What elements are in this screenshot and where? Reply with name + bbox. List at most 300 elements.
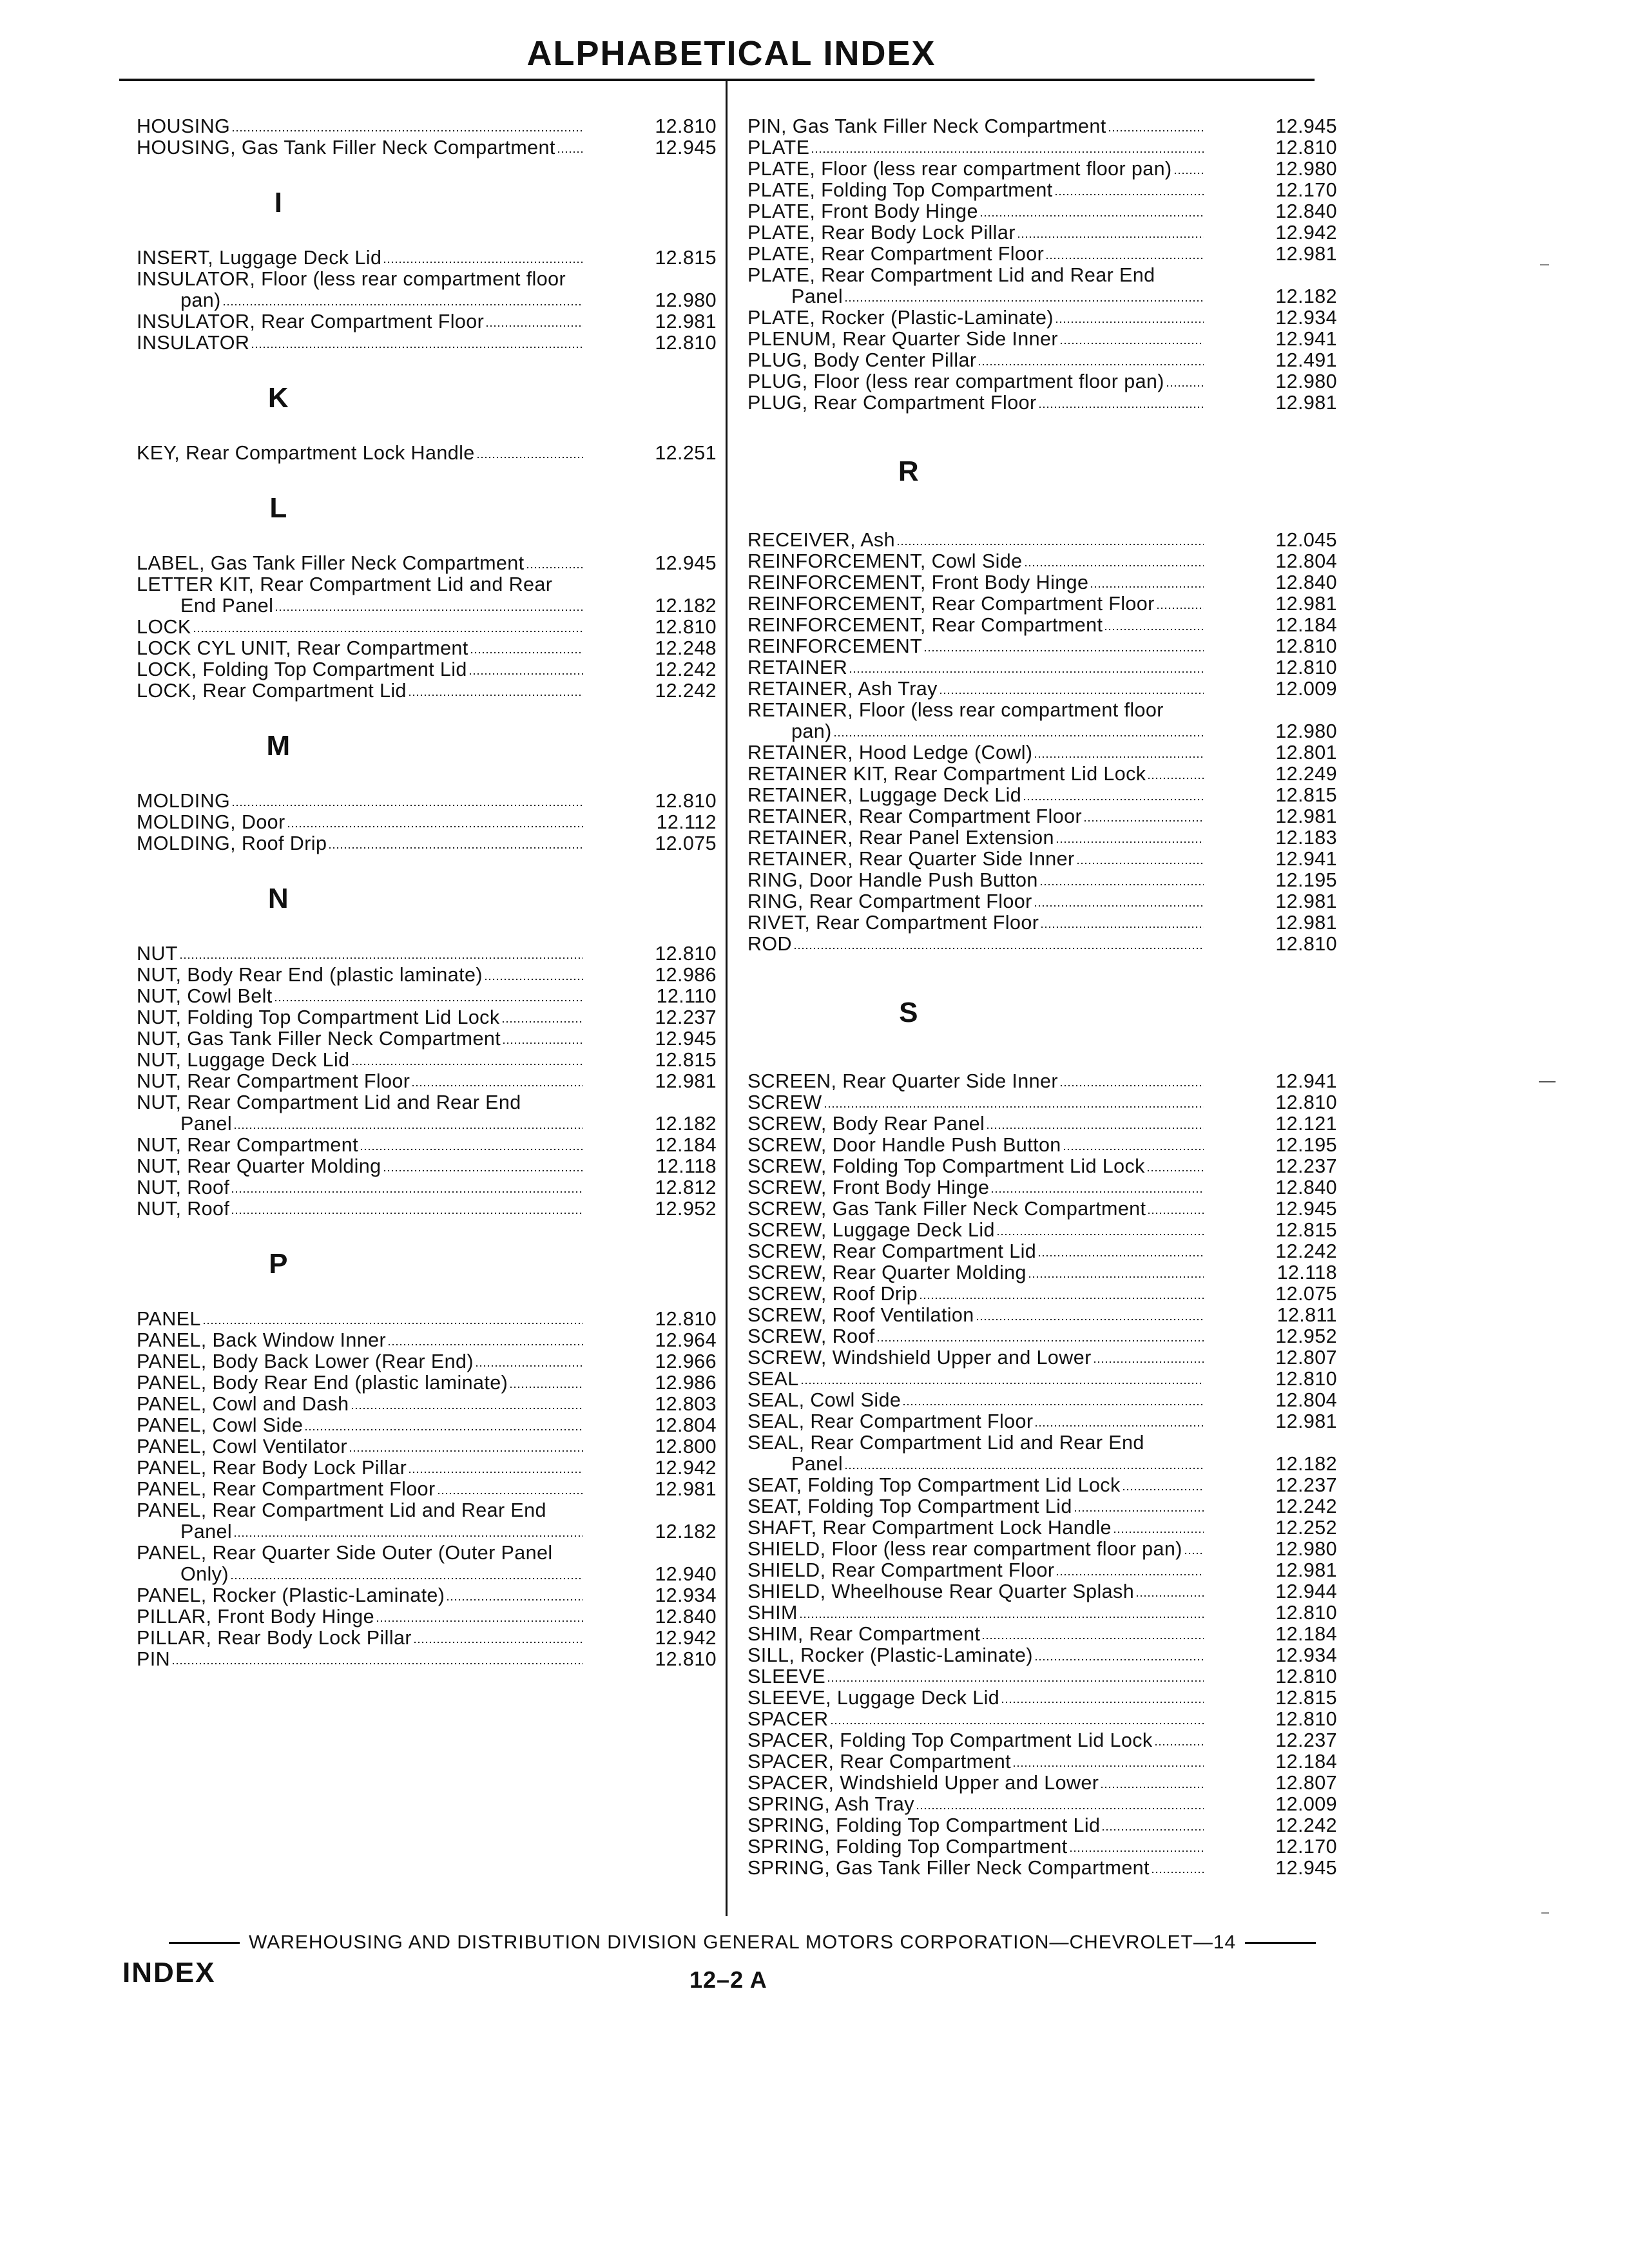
dot-leader xyxy=(526,566,583,569)
entry-name: Only) xyxy=(180,1563,229,1585)
leader-area xyxy=(1099,1786,1253,1794)
index-entry xyxy=(747,1836,1337,1858)
dot-leader xyxy=(1154,1744,1204,1746)
dot-leader xyxy=(408,1471,583,1474)
dot-leader xyxy=(793,947,1204,950)
entry-name: PANEL, Rear Compartment Lid and Rear End xyxy=(137,1499,546,1521)
index-entry xyxy=(747,1539,1337,1560)
index-entry xyxy=(137,1394,717,1415)
page-reference: 12.815 xyxy=(1275,1687,1337,1709)
dot-leader xyxy=(1147,1212,1204,1215)
leader-area xyxy=(974,1318,1253,1326)
index-entry xyxy=(747,371,1337,392)
entry-name: PILLAR, Rear Body Lock Pillar xyxy=(137,1627,412,1649)
dot-leader xyxy=(1063,1148,1204,1151)
dot-leader xyxy=(986,1127,1204,1129)
dot-leader xyxy=(437,1492,583,1495)
dot-leader xyxy=(222,303,583,306)
index-entry xyxy=(747,806,1337,827)
page-reference: 12.810 xyxy=(1275,657,1337,678)
leader-area xyxy=(792,947,1253,955)
section-letter: K xyxy=(267,382,289,414)
entry-name: LOCK, Rear Compartment Lid xyxy=(137,680,407,702)
dot-leader xyxy=(376,1620,583,1622)
dot-leader xyxy=(231,1191,583,1193)
page-reference: 12.810 xyxy=(655,1648,717,1670)
leader-area xyxy=(412,1641,633,1649)
index-entry xyxy=(747,116,1337,137)
index-entry xyxy=(747,1815,1337,1836)
leader-area xyxy=(922,649,1253,657)
dot-leader xyxy=(233,1127,583,1129)
index-entry xyxy=(137,812,717,833)
index-entry xyxy=(747,551,1337,572)
index-entry xyxy=(137,1500,717,1521)
page-reference: 12.815 xyxy=(655,247,717,269)
entry-name: LOCK, Folding Top Compartment Lid xyxy=(137,658,467,680)
page-reference: 12.934 xyxy=(655,1584,717,1606)
page-reference: 12.182 xyxy=(1275,285,1337,307)
entry-name: SHIELD, Wheelhouse Rear Quarter Splash xyxy=(747,1581,1135,1602)
page-reference: 12.981 xyxy=(1275,392,1337,414)
entry-name: REINFORCEMENT, Rear Compartment xyxy=(747,614,1103,636)
entry-name: Panel xyxy=(791,285,843,307)
entry-name: SHIM, Rear Compartment xyxy=(747,1623,981,1645)
index-entry xyxy=(747,1369,1337,1390)
index-entry xyxy=(137,1351,717,1372)
dot-leader xyxy=(1069,1850,1204,1852)
dot-leader xyxy=(824,1106,1204,1108)
entry-name: NUT, Roof xyxy=(137,1198,230,1220)
leader-area xyxy=(1121,1488,1253,1496)
entry-name: pan) xyxy=(791,720,832,742)
page-reference: 12.242 xyxy=(1275,1495,1337,1517)
dot-leader xyxy=(475,1365,583,1367)
index-entry xyxy=(747,1773,1337,1794)
entry-name: SCREW, Roof Ventilation xyxy=(747,1304,974,1326)
dot-leader xyxy=(476,456,583,459)
dot-leader xyxy=(1040,926,1204,928)
entry-name: PANEL, Rear Body Lock Pillar xyxy=(137,1457,407,1479)
entry-name: RIVET, Rear Compartment Floor xyxy=(747,912,1039,934)
index-entry xyxy=(137,1521,717,1542)
entry-name: PLATE, Rocker (Plastic-Laminate) xyxy=(747,307,1054,329)
entry-name: SEAT, Folding Top Compartment Lid Lock xyxy=(747,1474,1121,1496)
index-entry xyxy=(137,269,717,290)
index-entry xyxy=(137,1028,717,1050)
dot-leader xyxy=(1055,321,1204,323)
entry-name: SEAL xyxy=(747,1368,799,1390)
index-entry xyxy=(747,721,1337,742)
entry-name: SPACER, Rear Compartment xyxy=(747,1751,1012,1773)
section-letter: N xyxy=(267,883,289,914)
page-reference: 12.840 xyxy=(1275,1177,1337,1198)
entry-name: PANEL xyxy=(137,1308,201,1330)
index-entry xyxy=(747,1581,1337,1602)
page-reference: 12.195 xyxy=(1275,869,1337,891)
entry-name: MOLDING, Door xyxy=(137,811,285,833)
dot-leader xyxy=(1076,862,1204,865)
leader-area xyxy=(1075,862,1253,870)
index-entry xyxy=(747,785,1337,806)
leader-area xyxy=(500,1021,633,1028)
page-reference: 12.942 xyxy=(1275,222,1337,244)
index-entry xyxy=(137,1649,717,1670)
page-reference: 12.945 xyxy=(1275,115,1337,137)
dot-leader xyxy=(1034,1658,1204,1661)
leader-area xyxy=(467,673,633,680)
section-letter: I xyxy=(274,187,283,218)
page-reference: 12.981 xyxy=(1275,593,1337,615)
page-reference: 12.252 xyxy=(1275,1517,1337,1539)
page-reference: 12.182 xyxy=(655,1113,717,1135)
index-entry xyxy=(137,1177,717,1198)
dot-leader xyxy=(1028,1276,1204,1278)
page-reference: 12.986 xyxy=(655,1372,717,1394)
entry-name: NUT, Luggage Deck Lid xyxy=(137,1049,350,1071)
leader-area xyxy=(229,1212,633,1220)
page-reference: 12.195 xyxy=(1275,1134,1337,1156)
page-reference: 12.981 xyxy=(1275,912,1337,934)
entry-name: PLATE, Floor (less rear compartment floor pan) xyxy=(747,158,1172,180)
entry-name: SEAL, Rear Compartment Floor xyxy=(747,1410,1034,1432)
entry-name: RING, Door Handle Push Button xyxy=(747,869,1038,891)
leader-area xyxy=(1150,1871,1253,1879)
entry-name: LETTER KIT, Rear Compartment Lid and Rear xyxy=(137,573,553,595)
index-entry xyxy=(137,1606,717,1628)
left-index-column xyxy=(137,116,717,1670)
index-entry xyxy=(137,1198,717,1220)
entry-name: PLATE xyxy=(747,137,810,159)
index-entry xyxy=(747,1220,1337,1241)
index-entry xyxy=(747,1687,1337,1709)
index-entry xyxy=(137,574,717,595)
dot-leader xyxy=(231,1212,583,1215)
entry-name: End Panel xyxy=(180,595,274,617)
entry-name: PANEL, Back Window Inner xyxy=(137,1329,387,1351)
index-entry xyxy=(747,700,1337,721)
index-entry xyxy=(137,1071,717,1092)
index-entry xyxy=(747,891,1337,912)
dot-leader xyxy=(844,300,1204,302)
leader-area xyxy=(1054,841,1253,849)
index-entry xyxy=(137,659,717,680)
leader-area xyxy=(229,1191,633,1198)
index-entry xyxy=(747,615,1337,636)
page-reference: 12.966 xyxy=(655,1350,717,1372)
footer-dash-right xyxy=(1245,1942,1316,1944)
index-entry xyxy=(747,827,1337,849)
index-entry xyxy=(747,1560,1337,1581)
index-entry xyxy=(137,638,717,659)
entry-name: Panel xyxy=(791,1453,843,1475)
index-entry xyxy=(747,1496,1337,1517)
index-entry xyxy=(137,1372,717,1394)
index-entry xyxy=(747,572,1337,593)
leader-area xyxy=(1106,130,1253,137)
leader-area xyxy=(1182,1552,1253,1560)
page-reference: 12.810 xyxy=(1275,1602,1337,1624)
index-entry xyxy=(137,1628,717,1649)
entry-name: SEAL, Rear Compartment Lid and Rear End xyxy=(747,1432,1144,1454)
entry-name: SPRING, Ash Tray xyxy=(747,1793,914,1815)
title-rule xyxy=(119,79,1315,81)
index-entry xyxy=(747,742,1337,764)
dot-leader xyxy=(193,630,583,633)
index-entry xyxy=(747,244,1337,265)
index-entry xyxy=(747,1305,1337,1326)
entry-name: SPRING, Gas Tank Filler Neck Compartment xyxy=(747,1857,1150,1879)
entry-name: PLENUM, Rear Quarter Side Inner xyxy=(747,328,1058,350)
page-reference: 12.981 xyxy=(655,1070,717,1092)
index-entry xyxy=(747,1347,1337,1369)
leader-area xyxy=(1033,1658,1253,1666)
leader-area xyxy=(1036,1254,1253,1262)
section-letter: M xyxy=(266,730,291,762)
page-reference: 12.121 xyxy=(1275,1113,1337,1135)
entry-name: SCREW, Rear Compartment Lid xyxy=(747,1240,1037,1262)
page-reference: 12.112 xyxy=(656,811,717,833)
index-entry xyxy=(747,1326,1337,1347)
index-entry xyxy=(747,1071,1337,1092)
section-letter: S xyxy=(899,997,918,1028)
page-reference: 12.810 xyxy=(1275,137,1337,159)
entry-name: INSULATOR xyxy=(137,332,250,354)
page-reference: 12.804 xyxy=(1275,550,1337,572)
leader-area xyxy=(1053,193,1253,201)
dot-leader xyxy=(1055,841,1204,843)
page-reference: 12.952 xyxy=(1275,1325,1337,1347)
index-entry xyxy=(747,159,1337,180)
dot-leader xyxy=(502,1042,583,1044)
page-reference: 12.980 xyxy=(1275,1538,1337,1560)
page-reference: 12.812 xyxy=(655,1177,717,1198)
dot-leader xyxy=(1104,628,1204,631)
dot-leader xyxy=(916,1807,1204,1810)
index-entry xyxy=(137,1457,717,1479)
entry-name: SCREW, Luggage Deck Lid xyxy=(747,1219,995,1241)
leader-area xyxy=(1058,1084,1253,1092)
index-entry xyxy=(747,1241,1337,1262)
dot-leader xyxy=(1100,1786,1204,1789)
entry-name: PLUG, Floor (less rear compartment floor pan) xyxy=(747,370,1164,392)
dot-leader xyxy=(383,1169,583,1172)
entry-name: PILLAR, Front Body Hinge xyxy=(137,1606,375,1628)
index-entry xyxy=(747,636,1337,657)
page-reference: 12.249 xyxy=(1275,763,1337,785)
index-entry xyxy=(137,290,717,311)
index-entry xyxy=(747,1198,1337,1220)
index-entry xyxy=(137,116,717,137)
page-reference: 12.942 xyxy=(655,1457,717,1479)
leader-area xyxy=(249,346,633,354)
index-entry xyxy=(747,1602,1337,1624)
entry-name: SCREW, Door Handle Push Button xyxy=(747,1134,1061,1156)
scan-mark xyxy=(1541,1912,1549,1914)
index-entry xyxy=(137,1436,717,1457)
entry-name: NUT xyxy=(137,943,178,965)
index-entry xyxy=(747,1411,1337,1432)
index-entry xyxy=(747,657,1337,678)
index-entry xyxy=(137,1156,717,1177)
page-reference: 12.810 xyxy=(1275,1666,1337,1687)
leader-area xyxy=(1164,385,1253,392)
entry-name: PANEL, Cowl Ventilator xyxy=(137,1436,347,1457)
index-entry xyxy=(747,530,1337,551)
dot-leader xyxy=(349,1450,583,1452)
leader-area xyxy=(1153,1744,1253,1751)
leader-area xyxy=(327,847,633,854)
page-reference: 12.183 xyxy=(1275,827,1337,849)
leader-area xyxy=(1054,321,1253,329)
dot-leader xyxy=(799,1616,1204,1619)
page-reference: 12.945 xyxy=(655,1028,717,1050)
footer-text: WAREHOUSING AND DISTRIBUTION DIVISION GENERAL MOTORS CORPORATION—CHEVROLET—14 xyxy=(249,1932,1237,1953)
leader-area xyxy=(1027,1276,1253,1283)
entry-name: SPACER, Windshield Upper and Lower xyxy=(747,1772,1099,1794)
index-entry xyxy=(747,1262,1337,1283)
entry-name: PLATE, Rear Body Lock Pillar xyxy=(747,222,1016,244)
index-entry xyxy=(747,1730,1337,1751)
page-reference: 12.810 xyxy=(1275,933,1337,955)
page-reference: 12.182 xyxy=(655,595,717,617)
index-entry xyxy=(137,1330,717,1351)
entry-name: SCREW, Folding Top Compartment Lid Lock xyxy=(747,1155,1145,1177)
index-entry xyxy=(747,1858,1337,1879)
right-index-column xyxy=(747,116,1337,1879)
entry-name: NUT, Cowl Belt xyxy=(137,985,273,1007)
page-reference: 12.981 xyxy=(1275,243,1337,265)
entry-name: REINFORCEMENT, Front Body Hinge xyxy=(747,572,1089,593)
entry-name: PLUG, Body Center Pillar xyxy=(747,349,977,371)
page-reference: 12.810 xyxy=(1275,1708,1337,1730)
leader-area xyxy=(1145,1169,1253,1177)
entry-name: SLEEVE xyxy=(747,1666,826,1687)
leader-area xyxy=(358,1148,633,1156)
index-entry xyxy=(747,329,1337,350)
index-entry xyxy=(747,201,1337,222)
dot-leader xyxy=(1151,1871,1204,1874)
entry-name: SCREW, Body Rear Panel xyxy=(747,1113,985,1135)
index-entry xyxy=(137,680,717,702)
dot-leader xyxy=(1166,385,1204,387)
index-entry xyxy=(747,265,1337,286)
leader-area xyxy=(374,1620,633,1628)
page-title: ALPHABETICAL INDEX xyxy=(526,34,936,73)
entry-name: PANEL, Body Rear End (plastic laminate) xyxy=(137,1372,508,1394)
dot-leader xyxy=(413,1641,583,1644)
page-reference: 12.815 xyxy=(1275,1219,1337,1241)
leader-area xyxy=(1038,883,1253,891)
leader-area xyxy=(273,609,633,617)
dot-leader xyxy=(876,1340,1204,1342)
index-entry xyxy=(137,1479,717,1500)
index-entry xyxy=(747,137,1337,159)
leader-area xyxy=(303,1428,633,1436)
entry-name: RETAINER, Luggage Deck Lid xyxy=(747,784,1022,806)
entry-name: PANEL, Rear Compartment Floor xyxy=(137,1478,436,1500)
entry-name: SCREW xyxy=(747,1091,822,1113)
dot-leader xyxy=(1024,564,1204,567)
index-entry xyxy=(747,350,1337,371)
index-entry xyxy=(747,1624,1337,1645)
dot-leader xyxy=(287,825,583,828)
dot-leader xyxy=(896,543,1204,546)
dot-leader xyxy=(1055,1573,1204,1576)
index-entry xyxy=(747,1390,1337,1411)
leader-area xyxy=(483,978,633,986)
entry-name: LOCK xyxy=(137,616,191,638)
index-entry xyxy=(137,1007,717,1028)
page-reference: 12.801 xyxy=(1275,742,1337,764)
index-entry xyxy=(747,593,1337,615)
page-reference: 12.934 xyxy=(1275,307,1337,329)
leader-area xyxy=(1155,607,1253,615)
dot-leader xyxy=(351,1063,583,1066)
leader-area xyxy=(1146,1212,1253,1220)
footer-dash-left xyxy=(169,1942,240,1944)
dot-leader xyxy=(976,1318,1204,1321)
page-reference: 12.807 xyxy=(1275,1772,1337,1794)
index-entry xyxy=(747,1432,1337,1454)
entry-name: LABEL, Gas Tank Filler Neck Compartment xyxy=(137,552,525,574)
page-reference: 12.944 xyxy=(1275,1581,1337,1602)
dot-leader xyxy=(1045,257,1204,260)
index-entry xyxy=(137,1564,717,1585)
index-entry xyxy=(747,307,1337,329)
index-entry xyxy=(137,833,717,854)
entry-name: MOLDING, Roof Drip xyxy=(137,832,327,854)
entry-name: SHIELD, Floor (less rear compartment floor pan) xyxy=(747,1538,1182,1560)
dot-leader xyxy=(171,1662,583,1665)
entry-name: RETAINER, Hood Ledge (Cowl) xyxy=(747,742,1033,764)
index-entry xyxy=(137,617,717,638)
index-entry xyxy=(747,1751,1337,1773)
page-reference: 12.075 xyxy=(1275,1283,1337,1305)
page-reference: 12.184 xyxy=(1275,1751,1337,1773)
dot-leader xyxy=(827,1680,1204,1682)
dot-leader xyxy=(411,1084,583,1087)
dot-leader xyxy=(274,999,583,1002)
page-reference: 12.242 xyxy=(655,680,717,702)
leader-area xyxy=(555,151,633,159)
page-reference: 12.237 xyxy=(1275,1474,1337,1496)
leader-area xyxy=(285,825,633,833)
index-entry xyxy=(747,1454,1337,1475)
page-reference: 12.491 xyxy=(1275,349,1337,371)
index-entry xyxy=(137,595,717,617)
entry-name: RING, Rear Compartment Floor xyxy=(747,890,1032,912)
entry-name: SHAFT, Rear Compartment Lock Handle xyxy=(747,1517,1112,1539)
leader-area xyxy=(475,456,633,464)
entry-name: INSULATOR, Rear Compartment Floor xyxy=(137,311,485,332)
entry-name: NUT, Rear Compartment Floor xyxy=(137,1070,410,1092)
leader-area xyxy=(999,1701,1253,1709)
dot-leader xyxy=(1037,1254,1204,1257)
dot-leader xyxy=(1156,607,1204,610)
leader-area xyxy=(1032,905,1253,912)
entry-name: RETAINER, Ash Tray xyxy=(747,678,938,700)
dot-leader xyxy=(1001,1701,1204,1704)
dot-leader xyxy=(923,649,1204,652)
index-entry xyxy=(747,849,1337,870)
index-entry xyxy=(747,912,1337,934)
page-reference: 12.009 xyxy=(1275,678,1337,700)
index-entry xyxy=(747,1156,1337,1177)
page-reference: 12.810 xyxy=(1275,1091,1337,1113)
index-entry xyxy=(747,678,1337,700)
entry-name: SCREW, Windshield Upper and Lower xyxy=(747,1347,1092,1369)
